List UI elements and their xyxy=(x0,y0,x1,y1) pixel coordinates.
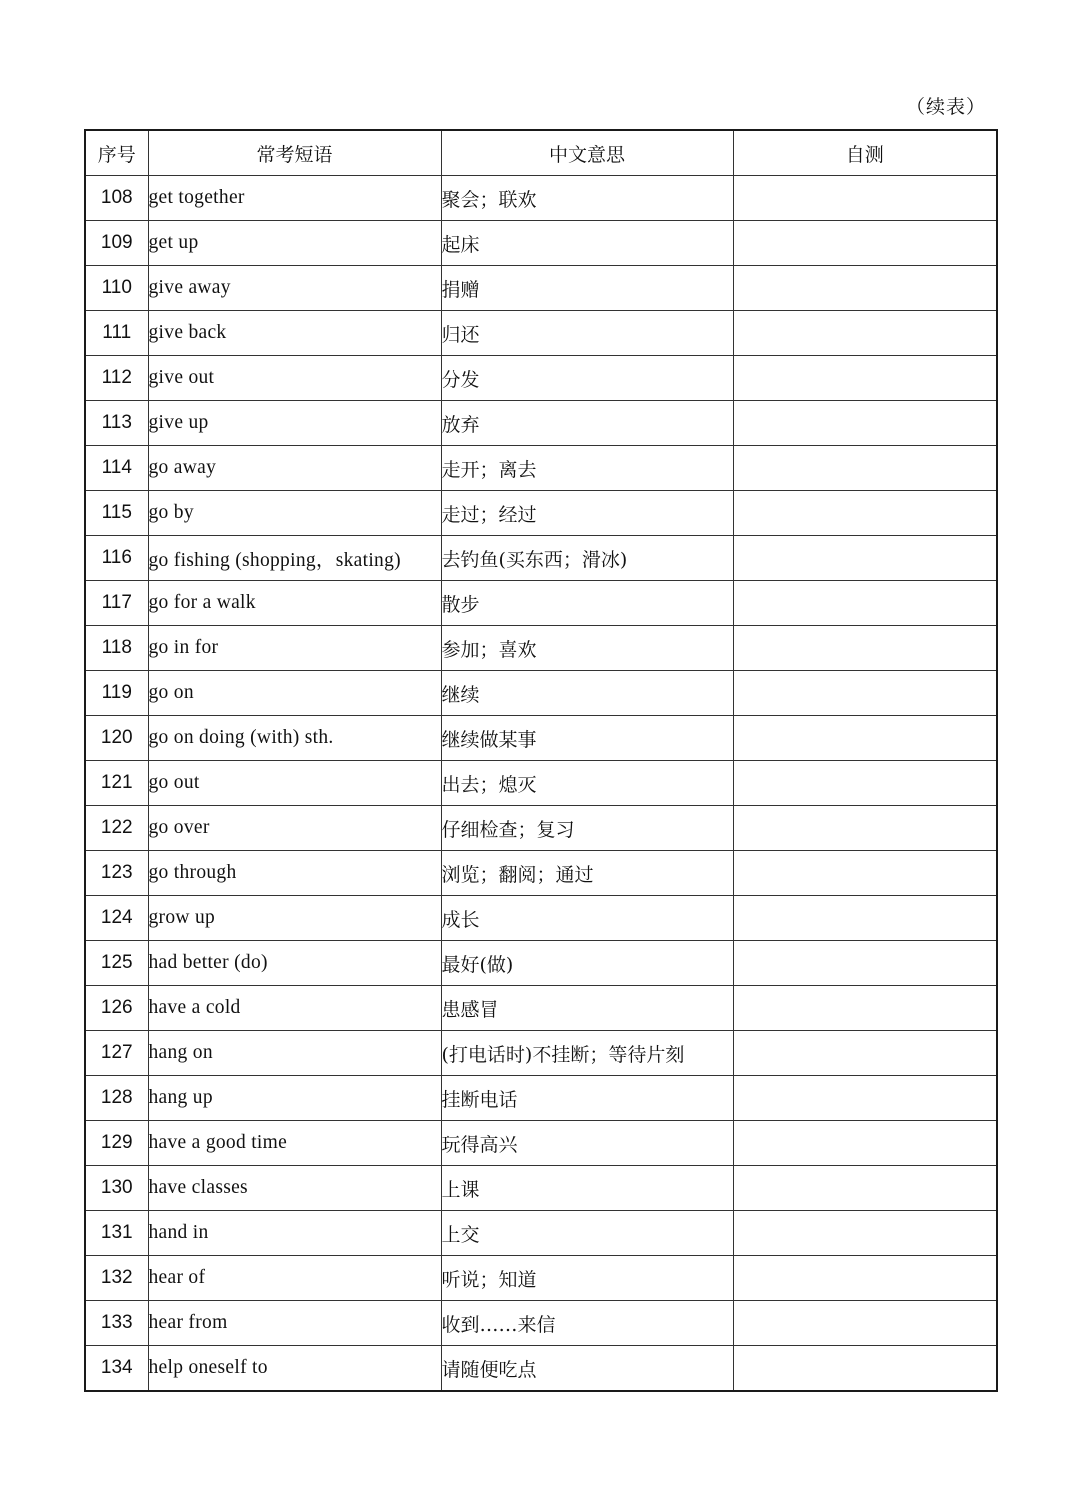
self-test-cell[interactable] xyxy=(733,626,997,671)
meaning-cell: 分发 xyxy=(441,356,733,401)
table-row xyxy=(85,851,997,896)
self-test-cell[interactable] xyxy=(733,986,997,1031)
phrase-cell: go on xyxy=(148,671,441,716)
self-test-cell[interactable] xyxy=(733,581,997,626)
row-number: 108 xyxy=(85,176,148,221)
table-row xyxy=(85,716,997,761)
row-number: 122 xyxy=(85,806,148,851)
row-number: 126 xyxy=(85,986,148,1031)
meaning-cell: 归还 xyxy=(441,311,733,356)
row-number: 125 xyxy=(85,941,148,986)
meaning-cell: 浏览；翻阅；通过 xyxy=(441,851,733,896)
self-test-cell[interactable] xyxy=(733,1166,997,1211)
meaning-cell: 去钓鱼(买东西；滑冰) xyxy=(441,536,733,581)
meaning-cell: 捐赠 xyxy=(441,266,733,311)
self-test-cell[interactable] xyxy=(733,941,997,986)
phrase-table xyxy=(84,129,998,1392)
table-row xyxy=(85,1031,997,1076)
meaning-cell: 仔细检查；复习 xyxy=(441,806,733,851)
phrase-cell: hang up xyxy=(148,1076,441,1121)
self-test-cell[interactable] xyxy=(733,536,997,581)
phrase-cell: grow up xyxy=(148,896,441,941)
phrase-cell: help oneself to xyxy=(148,1346,441,1392)
phrase-cell: go for a walk xyxy=(148,581,441,626)
phrase-cell: hear of xyxy=(148,1256,441,1301)
phrase-cell: get together xyxy=(148,176,441,221)
meaning-cell: 放弃 xyxy=(441,401,733,446)
phrase-cell: hang on xyxy=(148,1031,441,1076)
phrase-cell: go fishing (shopping，skating) xyxy=(148,536,441,581)
table-row xyxy=(85,401,997,446)
meaning-cell: 玩得高兴 xyxy=(441,1121,733,1166)
table-row xyxy=(85,941,997,986)
self-test-cell[interactable] xyxy=(733,1076,997,1121)
self-test-cell[interactable] xyxy=(733,1211,997,1256)
meaning-cell: 挂断电话 xyxy=(441,1076,733,1121)
meaning-cell: 散步 xyxy=(441,581,733,626)
row-number: 109 xyxy=(85,221,148,266)
self-test-cell[interactable] xyxy=(733,1301,997,1346)
meaning-cell: 继续做某事 xyxy=(441,716,733,761)
row-number: 112 xyxy=(85,356,148,401)
row-number: 115 xyxy=(85,491,148,536)
table-row xyxy=(85,806,997,851)
row-number: 124 xyxy=(85,896,148,941)
meaning-cell: 走过；经过 xyxy=(441,491,733,536)
phrase-cell: give up xyxy=(148,401,441,446)
row-number: 127 xyxy=(85,1031,148,1076)
phrase-cell: go through xyxy=(148,851,441,896)
table-row xyxy=(85,266,997,311)
self-test-cell[interactable] xyxy=(733,221,997,266)
self-test-cell[interactable] xyxy=(733,266,997,311)
phrase-cell: give out xyxy=(148,356,441,401)
phrase-cell: hand in xyxy=(148,1211,441,1256)
row-number: 131 xyxy=(85,1211,148,1256)
row-number: 110 xyxy=(85,266,148,311)
table-row xyxy=(85,581,997,626)
self-test-cell[interactable] xyxy=(733,446,997,491)
self-test-cell[interactable] xyxy=(733,806,997,851)
phrase-cell: go away xyxy=(148,446,441,491)
meaning-cell: 走开；离去 xyxy=(441,446,733,491)
table-row xyxy=(85,311,997,356)
self-test-cell[interactable] xyxy=(733,401,997,446)
table-row xyxy=(85,491,997,536)
row-number: 117 xyxy=(85,581,148,626)
row-number: 134 xyxy=(85,1346,148,1392)
table-row xyxy=(85,761,997,806)
self-test-cell[interactable] xyxy=(733,356,997,401)
self-test-cell[interactable] xyxy=(733,671,997,716)
table-row xyxy=(85,446,997,491)
table-row xyxy=(85,1076,997,1121)
table-row xyxy=(85,176,997,221)
table-header-row xyxy=(85,130,997,176)
table-row xyxy=(85,1301,997,1346)
meaning-cell: 继续 xyxy=(441,671,733,716)
meaning-cell: 上交 xyxy=(441,1211,733,1256)
meaning-cell: 听说；知道 xyxy=(441,1256,733,1301)
table-row xyxy=(85,356,997,401)
meaning-cell: 起床 xyxy=(441,221,733,266)
table-row xyxy=(85,986,997,1031)
row-number: 111 xyxy=(85,311,148,356)
row-number: 119 xyxy=(85,671,148,716)
row-number: 116 xyxy=(85,536,148,581)
meaning-cell: 收到……来信 xyxy=(441,1301,733,1346)
phrase-cell: hear from xyxy=(148,1301,441,1346)
phrase-cell: get up xyxy=(148,221,441,266)
meaning-cell: 成长 xyxy=(441,896,733,941)
phrase-cell: have classes xyxy=(148,1166,441,1211)
table-row xyxy=(85,1211,997,1256)
table-row xyxy=(85,626,997,671)
self-test-cell[interactable] xyxy=(733,1346,997,1392)
meaning-cell: 参加；喜欢 xyxy=(441,626,733,671)
header-phrase: 常考短语 xyxy=(148,130,441,176)
phrase-cell: have a cold xyxy=(148,986,441,1031)
meaning-cell: 最好(做) xyxy=(441,941,733,986)
row-number: 133 xyxy=(85,1301,148,1346)
self-test-cell[interactable] xyxy=(733,176,997,221)
self-test-cell[interactable] xyxy=(733,761,997,806)
row-number: 132 xyxy=(85,1256,148,1301)
phrase-cell: go by xyxy=(148,491,441,536)
phrase-cell: go in for xyxy=(148,626,441,671)
phrase-cell: go out xyxy=(148,761,441,806)
table-row xyxy=(85,671,997,716)
table-row xyxy=(85,1121,997,1166)
row-number: 128 xyxy=(85,1076,148,1121)
row-number: 129 xyxy=(85,1121,148,1166)
self-test-cell[interactable] xyxy=(733,896,997,941)
self-test-cell[interactable] xyxy=(733,1031,997,1076)
self-test-cell[interactable] xyxy=(733,1256,997,1301)
meaning-cell: 患感冒 xyxy=(441,986,733,1031)
row-number: 120 xyxy=(85,716,148,761)
phrase-cell: give back xyxy=(148,311,441,356)
self-test-cell[interactable] xyxy=(733,716,997,761)
self-test-cell[interactable] xyxy=(733,1121,997,1166)
self-test-cell[interactable] xyxy=(733,311,997,356)
phrase-cell: give away xyxy=(148,266,441,311)
header-num: 序号 xyxy=(85,130,148,176)
table-row xyxy=(85,536,997,581)
row-number: 113 xyxy=(85,401,148,446)
meaning-cell: 上课 xyxy=(441,1166,733,1211)
table-body xyxy=(85,176,997,1392)
row-number: 123 xyxy=(85,851,148,896)
self-test-cell[interactable] xyxy=(733,491,997,536)
row-number: 130 xyxy=(85,1166,148,1211)
table-row xyxy=(85,896,997,941)
table-row xyxy=(85,1346,997,1392)
phrase-cell: go on doing (with) sth. xyxy=(148,716,441,761)
self-test-cell[interactable] xyxy=(733,851,997,896)
continued-label: （续表） xyxy=(906,96,987,118)
meaning-cell: (打电话时)不挂断；等待片刻 xyxy=(441,1031,733,1076)
row-number: 114 xyxy=(85,446,148,491)
meaning-cell: 聚会；联欢 xyxy=(441,176,733,221)
phrase-cell: go over xyxy=(148,806,441,851)
header-meaning: 中文意思 xyxy=(441,130,733,176)
header-self-test: 自测 xyxy=(733,130,997,176)
meaning-cell: 出去；熄灭 xyxy=(441,761,733,806)
phrase-cell: had better (do) xyxy=(148,941,441,986)
table-row xyxy=(85,1256,997,1301)
table-row xyxy=(85,1166,997,1211)
row-number: 118 xyxy=(85,626,148,671)
meaning-cell: 请随便吃点 xyxy=(441,1346,733,1392)
table-row xyxy=(85,221,997,266)
phrase-cell: have a good time xyxy=(148,1121,441,1166)
row-number: 121 xyxy=(85,761,148,806)
